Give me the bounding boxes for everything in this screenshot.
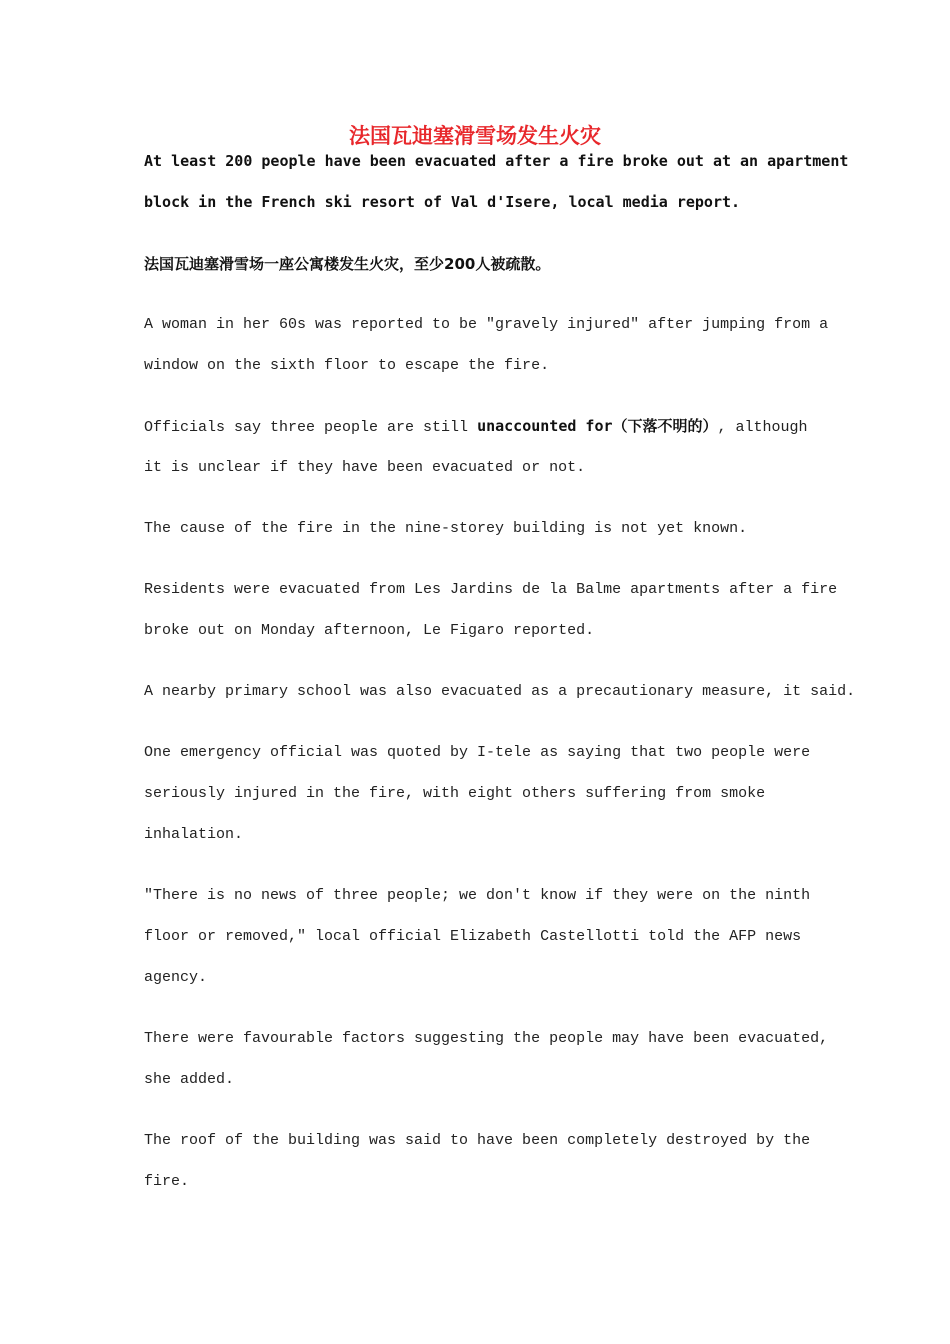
intro-paragraph: [144, 141, 849, 223]
paragraph-7-line-1: "There is no news of three people; we don't know if they were on the ninth: [144, 887, 811, 904]
paragraph-9: [144, 1120, 824, 1202]
paragraph-1-line-1: A woman in her 60s was reported to be "gravely injured" after jumping from a: [144, 316, 829, 333]
vocabulary-highlight: unaccounted for（下落不明的）: [477, 417, 718, 435]
intro-line-1: At least 200 people have been evacuated after a fire broke out at an apartment: [144, 152, 849, 170]
paragraph-7-line-2: floor or removed," local official Elizabeth Castellotti told the AFP news: [144, 928, 802, 945]
paragraph-3-line-1: The cause of the fire in the nine-storey building is not yet known.: [144, 520, 748, 537]
paragraph-7-line-3: agency.: [144, 969, 208, 986]
paragraph-5-line-1: A nearby primary school was also evacuated as a precautionary measure, it said.: [144, 683, 856, 700]
paragraph-2-text-c: , although: [717, 419, 808, 436]
paragraph-9-line-1: The roof of the building was said to have been completely destroyed by the: [144, 1132, 811, 1149]
paragraph-9-line-2: fire.: [144, 1173, 190, 1190]
paragraph-4-line-1: Residents were evacuated from Les Jardins de la Balme apartments after a fire: [144, 581, 838, 598]
chinese-summary-line: 法国瓦迪塞滑雪场一座公寓楼发生火灾，至少200人被疏散。: [144, 255, 551, 273]
chinese-summary: [144, 244, 824, 285]
paragraph-7: [144, 875, 824, 998]
paragraph-8-line-2: she added.: [144, 1071, 235, 1088]
paragraph-2-text-a: Officials say three people are still: [144, 419, 478, 436]
paragraph-6-line-1: One emergency official was quoted by I-tele as saying that two people were: [144, 744, 811, 761]
paragraph-3: [144, 508, 824, 549]
document-title: 法国瓦迪塞滑雪场发生火灾: [349, 123, 601, 148]
paragraph-8-line-1: There were favourable factors suggesting the people may have been evacuated,: [144, 1030, 829, 1047]
paragraph-2-line-1: [144, 406, 824, 447]
paragraph-1: [144, 304, 829, 386]
paragraph-5: [144, 671, 856, 712]
paragraph-6-line-3: inhalation.: [144, 826, 244, 843]
paragraph-1-line-2: window on the sixth floor to escape the fire.: [144, 357, 550, 374]
intro-line-2: block in the French ski resort of Val d'Isere, local media report.: [144, 193, 741, 211]
paragraph-2: [144, 406, 824, 488]
paragraph-8: [144, 1018, 829, 1100]
paragraph-6-line-2: seriously injured in the fire, with eight others suffering from smoke: [144, 785, 766, 802]
paragraph-4: [144, 569, 838, 651]
paragraph-6: [144, 732, 824, 855]
paragraph-4-line-2: broke out on Monday afternoon, Le Figaro reported.: [144, 622, 595, 639]
paragraph-2-line-2: it is unclear if they have been evacuated or not.: [144, 459, 586, 476]
